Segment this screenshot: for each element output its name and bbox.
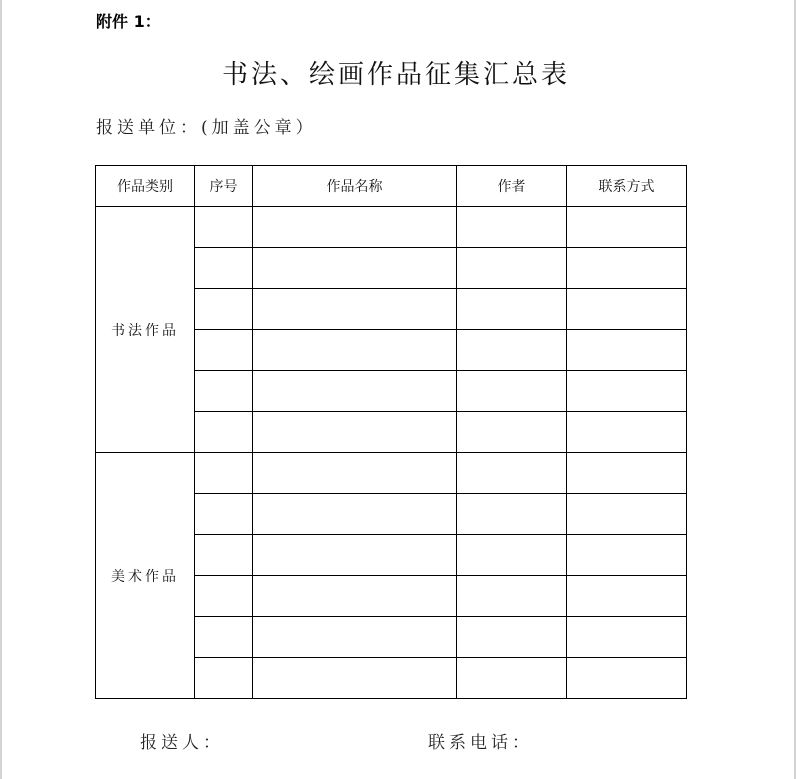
cell-contact[interactable] [567,371,687,412]
cell-work-name[interactable] [253,617,457,658]
header-work-name: 作品名称 [253,166,457,207]
cell-author[interactable] [457,289,567,330]
cell-author[interactable] [457,576,567,617]
cell-author[interactable] [457,535,567,576]
cell-contact[interactable] [567,658,687,699]
header-contact: 联系方式 [567,166,687,207]
cell-author[interactable] [457,453,567,494]
header-author: 作者 [457,166,567,207]
cell-contact[interactable] [567,535,687,576]
summary-table [95,165,687,699]
cell-author[interactable] [457,330,567,371]
cell-number[interactable] [195,576,253,617]
header-number: 序号 [195,166,253,207]
cell-contact[interactable] [567,453,687,494]
cell-contact[interactable] [567,494,687,535]
cell-author[interactable] [457,658,567,699]
cell-work-name[interactable] [253,576,457,617]
cell-author[interactable] [457,207,567,248]
page-edge-left [0,0,2,779]
table-row [96,453,687,494]
cell-number[interactable] [195,453,253,494]
reporting-unit-label: 报送单位：(加盖公章） [96,118,317,138]
table-header-row [96,166,687,207]
cell-number[interactable] [195,330,253,371]
cell-author[interactable] [457,617,567,658]
cell-contact[interactable] [567,248,687,289]
cell-number[interactable] [195,535,253,576]
cell-contact[interactable] [567,412,687,453]
cell-number[interactable] [195,207,253,248]
header-category: 作品类别 [96,166,195,207]
cell-contact[interactable] [567,576,687,617]
reporter-label: 报送人： [140,733,224,753]
cell-number[interactable] [195,248,253,289]
cell-work-name[interactable] [253,248,457,289]
cell-work-name[interactable] [253,371,457,412]
cell-work-name[interactable] [253,658,457,699]
cell-number[interactable] [195,371,253,412]
category-calligraphy: 书法作品 [96,207,195,453]
cell-contact[interactable] [567,289,687,330]
cell-number[interactable] [195,617,253,658]
cell-number[interactable] [195,289,253,330]
cell-work-name[interactable] [253,330,457,371]
cell-number[interactable] [195,658,253,699]
cell-number[interactable] [195,494,253,535]
cell-work-name[interactable] [253,289,457,330]
cell-contact[interactable] [567,330,687,371]
cell-contact[interactable] [567,207,687,248]
cell-author[interactable] [457,248,567,289]
cell-work-name[interactable] [253,412,457,453]
page-title: 书法、绘画作品征集汇总表 [222,60,571,90]
cell-author[interactable] [457,412,567,453]
cell-author[interactable] [457,494,567,535]
cell-work-name[interactable] [253,453,457,494]
cell-work-name[interactable] [253,494,457,535]
cell-number[interactable] [195,412,253,453]
category-fine-art: 美术作品 [96,453,195,699]
cell-author[interactable] [457,371,567,412]
table-row [96,207,687,248]
phone-label: 联系电话： [428,733,533,753]
attachment-label: 附件 1： [96,12,161,31]
cell-work-name[interactable] [253,535,457,576]
cell-contact[interactable] [567,617,687,658]
cell-work-name[interactable] [253,207,457,248]
